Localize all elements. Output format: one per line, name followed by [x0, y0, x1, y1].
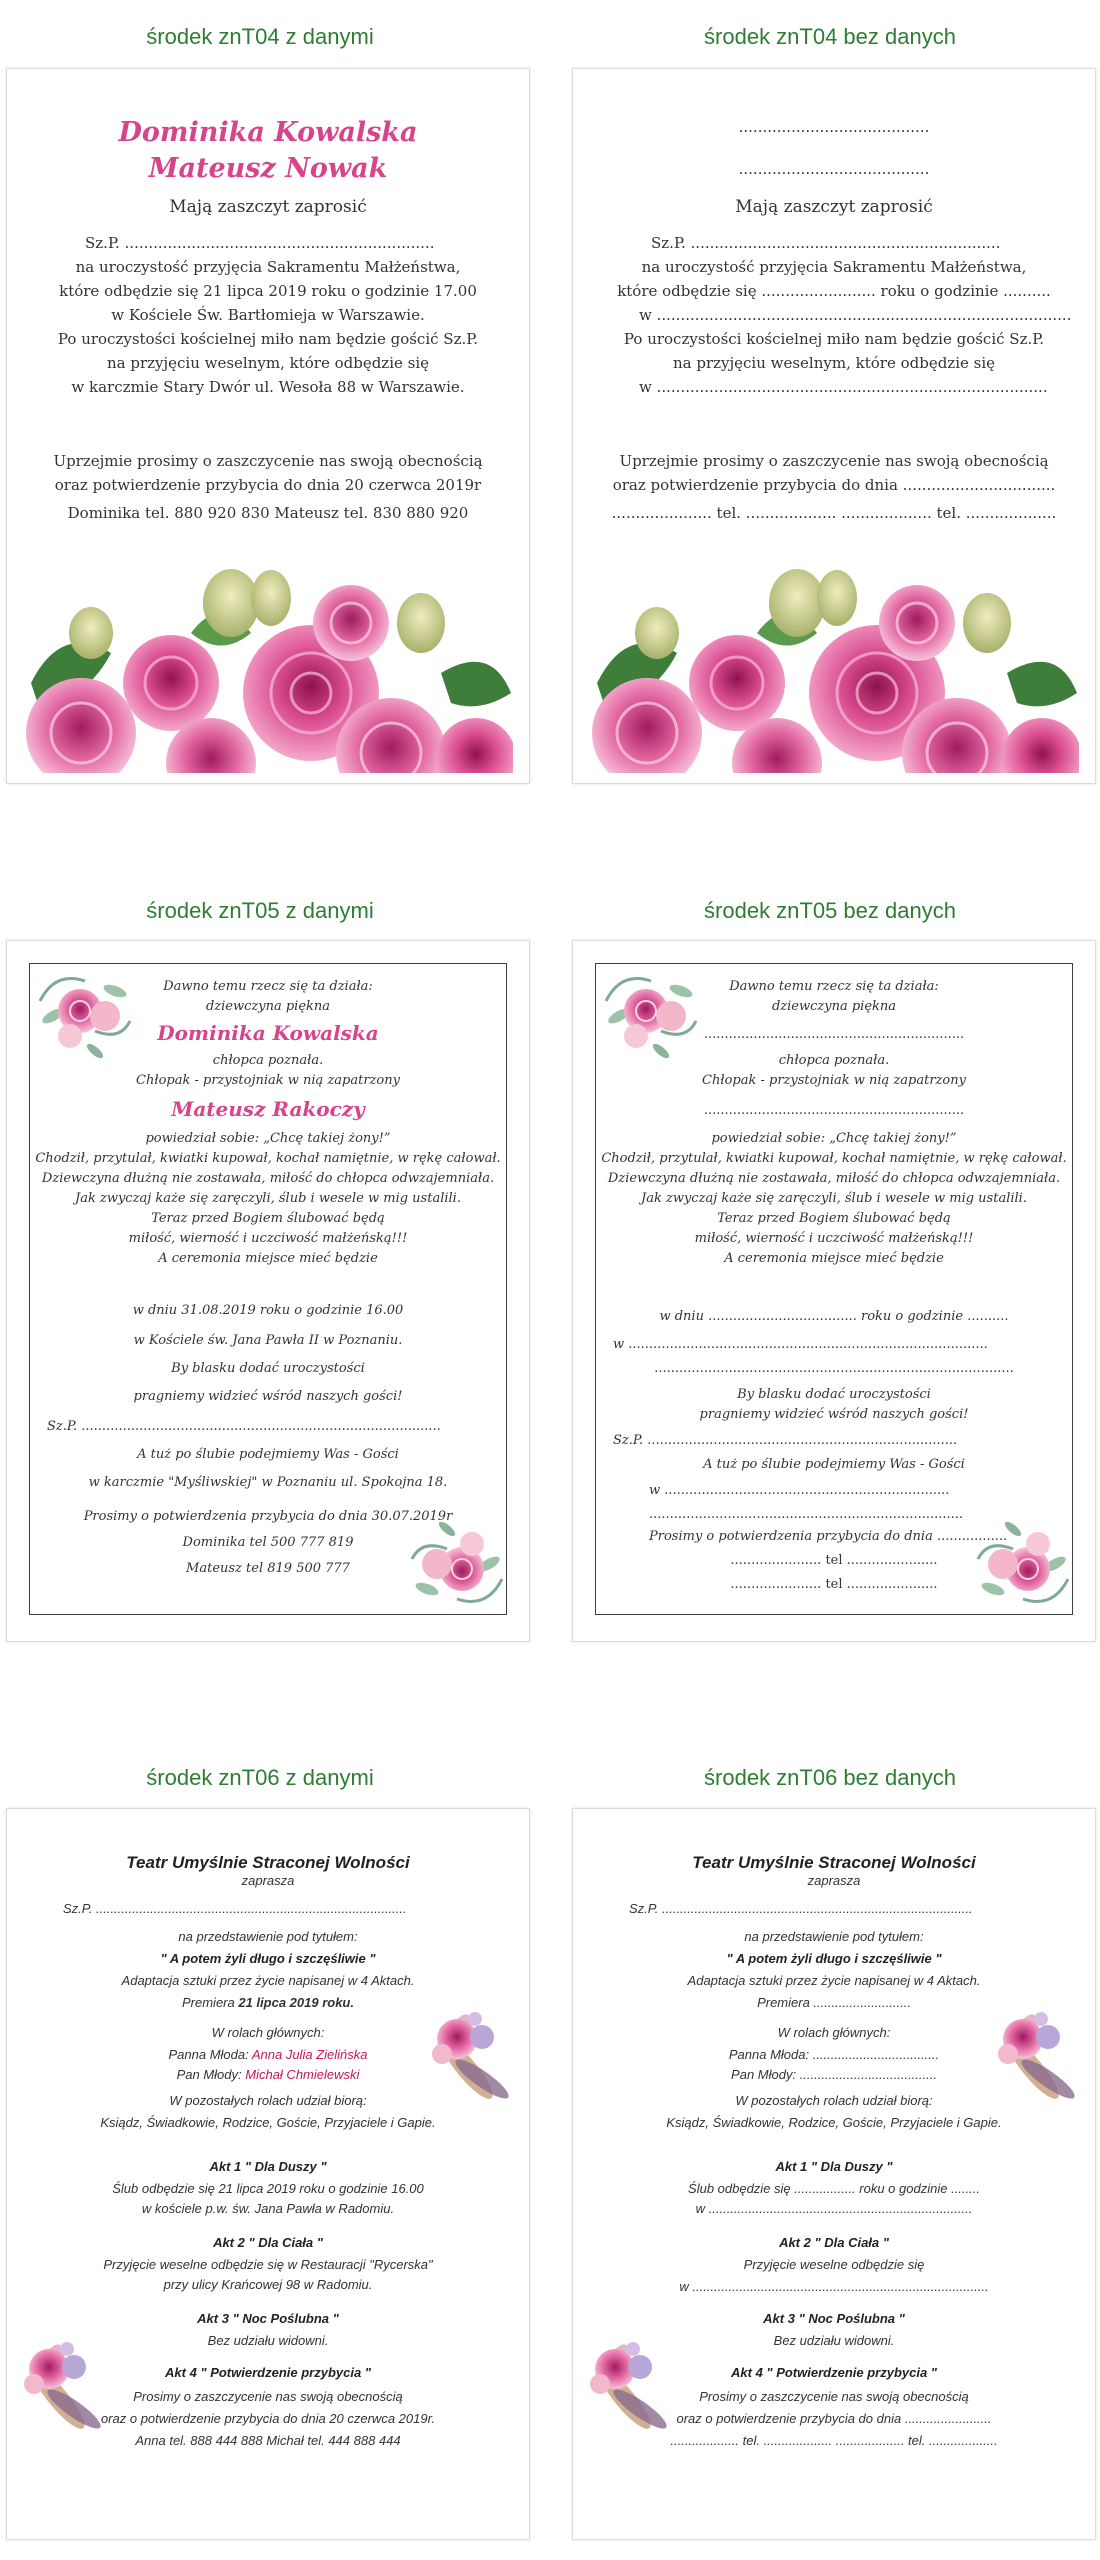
premiere-label: Premiera — [182, 1995, 239, 2010]
venue-line: w ..................................................................... — [649, 1483, 950, 1498]
text-line: Dawno temu rzecz się ta działa: — [729, 979, 939, 994]
date-line: w dniu .................................... roku o godzinie .......... — [659, 1309, 1009, 1324]
guest-line: Sz.P. ...................................................................................... — [629, 1901, 973, 1916]
text-line: Dawno temu rzecz się ta działa: — [163, 979, 373, 994]
card-t04-data — [6, 68, 530, 784]
text-line: Po uroczystości kościelnej miło nam będzie gościć Sz.P. — [623, 330, 1045, 348]
text-line: dziewczyna piękna — [205, 999, 331, 1014]
text-line: Ksiądz, Świadkowie, Rodzice, Goście, Przyjaciele i Gapie. — [666, 2115, 1002, 2130]
text-line: Adaptacja sztuki przez życie napisanej w 4 Aktach. — [687, 1973, 981, 1988]
contact-line: ...................... tel ...................... — [730, 1553, 938, 1568]
text-line: Teraz przed Bogiem ślubować będą — [717, 1211, 951, 1226]
honor-line: Mają zaszczyt zaprosić — [735, 197, 933, 217]
heading-t04-data: środek znT04 z danymi — [146, 24, 374, 49]
text-line: miłość, wierność i uczciwość małżeńską!!! — [128, 1231, 408, 1246]
text-line: Chodził, przytulał, kwiatki kupował, kochał namiętnie, w rękę całował. — [35, 1151, 501, 1166]
text-line: na uroczystość przyjęcia Sakramentu Małżeństwa, — [75, 258, 461, 276]
place-line: w Kościele św. Jana Pawła II w Poznaniu. — [133, 1333, 403, 1348]
act-heading: Akt 2 " Dla Ciała " — [779, 2235, 889, 2250]
text-line: Ksiądz, Świadkowie, Rodzice, Goście, Przyjaciele i Gapie. — [100, 2115, 436, 2130]
name-groom: Mateusz Rakoczy — [171, 1097, 365, 1121]
text-line: By blasku dodać uroczystości — [171, 1361, 365, 1376]
groom-line: Pan Młody: ...................................... — [731, 2067, 937, 2082]
guest-line: Sz.P. ................................................................. — [651, 234, 1001, 252]
text-line: oraz potwierdzenie przybycia do dnia ................................ — [612, 476, 1056, 494]
text-line: w kościele p.w. św. Jana Pawła w Radomiu. — [141, 2201, 395, 2216]
rose-border-image — [587, 563, 1079, 773]
text-line: Przyjęcie weselne odbędzie się w Restauracji "Rycerska" — [103, 2257, 433, 2272]
text-line: powiedział sobie: „Chcę takiej żony!” — [711, 1131, 957, 1146]
play-title: " A potem żyli długo i szczęśliwie " — [726, 1951, 942, 1966]
name-bride-blank: ............................................................... — [703, 1027, 965, 1042]
text-line: powiedział sobie: „Chcę takiej żony!” — [145, 1131, 391, 1146]
text-line: Chłopak - przystojniak w nią zapatrzony — [702, 1073, 966, 1088]
text-line: A ceremonia miejsce mieć będzie — [158, 1251, 378, 1266]
text-line: Bez udziału widowni. — [773, 2333, 895, 2348]
card-t06-data — [6, 1808, 530, 2540]
text-line: pragniemy widzieć wśród naszych gości! — [133, 1389, 403, 1404]
guest-line: Sz.P. ...................................................................................... — [63, 1901, 407, 1916]
rsvp-line: Prosimy o potwierdzenia przybycia do dnia 30.07.2019r — [83, 1509, 453, 1524]
heading-t06-data: środek znT06 z danymi — [146, 1765, 374, 1790]
contact-line: Mateusz tel 819 500 777 — [186, 1561, 350, 1576]
text-line: Prosimy o zaszczycenie nas swoją obecnością — [699, 2389, 969, 2404]
place-line-2: ....................................................................................... — [654, 1361, 1014, 1376]
text-line: na uroczystość przyjęcia Sakramentu Małżeństwa, — [641, 258, 1027, 276]
heading-t05-blank: środek znT05 bez danych — [704, 898, 956, 923]
text-line: By blasku dodać uroczystości — [737, 1387, 931, 1402]
text-line: Jak zwyczaj każe się zaręczyli, ślub i wesele w mig ustalili. — [75, 1191, 461, 1206]
venue-line-2: ............................................................................ — [649, 1507, 964, 1522]
heading-t06-blank: środek znT06 bez danych — [704, 1765, 956, 1790]
bride-label: Panna Młoda: — [168, 2047, 252, 2062]
subtitle: zaprasza — [241, 1873, 295, 1888]
theatre-title: Teatr Umyślnie Straconej Wolności — [126, 1853, 410, 1872]
text-line: W rolach głównych: — [777, 2025, 891, 2040]
name-groom-blank: ........................................ — [738, 160, 930, 178]
text-line: Uprzejmie prosimy o zaszczycenie nas swoją obecnością — [53, 452, 483, 470]
text-line: Teraz przed Bogiem ślubować będą — [151, 1211, 385, 1226]
guest-line: Sz.P. ........................................................................... — [613, 1433, 958, 1448]
text-line: na przyjęciu weselnym, które odbędzie się — [672, 354, 996, 372]
text-line: na przedstawienie pod tytułem: — [744, 1929, 924, 1944]
text-line: A tuż po ślubie podejmiemy Was - Gości — [137, 1447, 399, 1462]
text-line: A ceremonia miejsce mieć będzie — [724, 1251, 944, 1266]
rsvp-line: oraz o potwierdzenie przybycia do dnia ........................ — [676, 2411, 992, 2426]
name-bride: Dominika Kowalska — [118, 117, 418, 148]
subtitle: zaprasza — [807, 1873, 861, 1888]
text-line: które odbędzie się 21 lipca 2019 roku o godzinie 17.00 — [59, 282, 477, 300]
text-line: w karczmie Stary Dwór ul. Wesoła 88 w Warszawie. — [71, 378, 465, 396]
text-line: Chodził, przytulał, kwiatki kupował, kochał namiętnie, w rękę całował. — [601, 1151, 1067, 1166]
contact-line: ...................... tel ...................... — [730, 1577, 938, 1592]
act-heading: Akt 3 " Noc Poślubna " — [763, 2311, 905, 2326]
text-line: Dziewczyna dłużną nie zostawała, miłość do chłopca odwzajemniała. — [41, 1171, 495, 1186]
text-line: na przyjęciu weselnym, które odbędzie się — [106, 354, 430, 372]
bride-line — [7, 2047, 529, 2062]
act-heading: Akt 3 " Noc Poślubna " — [197, 2311, 339, 2326]
text-line: Adaptacja sztuki przez życie napisanej w 4 Aktach. — [121, 1973, 415, 1988]
contact-line: ................... tel. ................... ................... tel. ................... — [670, 2433, 998, 2448]
text-line: W rolach głównych: — [211, 2025, 325, 2040]
text-line: pragniemy widzieć wśród naszych gości! — [699, 1407, 969, 1422]
text-line: chłopca poznała. — [212, 1053, 324, 1068]
text-line: Chłopak - przystojniak w nią zapatrzony — [136, 1073, 400, 1088]
name-bride-blank: ........................................ — [738, 118, 930, 136]
text-line: na przedstawienie pod tytułem: — [178, 1929, 358, 1944]
text-line: miłość, wierność i uczciwość małżeńską!!! — [694, 1231, 974, 1246]
theatre-title: Teatr Umyślnie Straconej Wolności — [692, 1853, 976, 1872]
text-line: Ślub odbędzie się ................. roku o godzinie ........ — [688, 2181, 980, 2196]
rsvp-line: oraz o potwierdzenie przybycia do dnia 20 czerwca 2019r. — [100, 2411, 436, 2426]
text-line: W pozostałych rolach udział biorą: — [735, 2093, 933, 2108]
text-line: Jak zwyczaj każe się zaręczyli, ślub i wesele w mig ustalili. — [641, 1191, 1027, 1206]
text-line: chłopca poznała. — [778, 1053, 890, 1068]
act-heading: Akt 4 " Potwierdzenie przybycia " — [165, 2365, 371, 2380]
groom-name: Michał Chmielewski — [245, 2067, 360, 2082]
text-line: Przyjęcie weselne odbędzie się — [743, 2257, 925, 2272]
card-t05-data — [6, 940, 530, 1642]
text-line: w Kościele Św. Bartłomieja w Warszawie. — [111, 306, 425, 324]
guest-line: Sz.P. ....................................................................................... — [47, 1419, 441, 1434]
contact-line: ..................... tel. ................... ................... tel. ................... — [611, 504, 1057, 522]
text-line: w .................................................................................. — [639, 378, 1048, 396]
premiere-line: Premiera ........................... — [757, 1995, 911, 2010]
premiere-date: 21 lipca 2019 roku. — [238, 1995, 354, 2010]
text-line: Po uroczystości kościelnej miło nam będzie gościć Sz.P. — [57, 330, 479, 348]
honor-line: Mają zaszczyt zaprosić — [169, 197, 367, 217]
text-line: Prosimy o zaszczycenie nas swoją obecnością — [133, 2389, 403, 2404]
name-groom: Mateusz Nowak — [148, 153, 388, 184]
play-title: " A potem żyli długo i szczęśliwie " — [160, 1951, 376, 1966]
card-t05-blank — [572, 940, 1096, 1642]
text-line: w ......................................................................... — [695, 2201, 973, 2216]
bride-line: Panna Młoda: ................................... — [728, 2047, 940, 2062]
venue-line: w karczmie "Myśliwskiej" w Poznaniu ul. Spokojna 18. — [88, 1475, 448, 1490]
act-heading: Akt 2 " Dla Ciała " — [213, 2235, 323, 2250]
text-line: W pozostałych rolach udział biorą: — [169, 2093, 367, 2108]
act-heading: Akt 1 " Dla Duszy " — [775, 2159, 893, 2174]
bride-name: Anna Julia Zielińska — [251, 2047, 368, 2062]
text-line: Ślub odbędzie się 21 lipca 2019 roku o godzinie 16.00 — [112, 2181, 424, 2196]
rose-border-image — [21, 563, 513, 773]
text-line: Uprzejmie prosimy o zaszczycenie nas swoją obecnością — [619, 452, 1049, 470]
text-line: w .................................................................................. — [679, 2279, 989, 2294]
contact-line: Dominika tel 500 777 819 — [182, 1535, 354, 1550]
text-line: Dziewczyna dłużną nie zostawała, miłość do chłopca odwzajemniała. — [607, 1171, 1061, 1186]
name-groom-blank: ............................................................... — [703, 1103, 965, 1118]
guest-line: Sz.P. ................................................................. — [85, 234, 435, 252]
act-heading: Akt 4 " Potwierdzenie przybycia " — [731, 2365, 937, 2380]
act-heading: Akt 1 " Dla Duszy " — [209, 2159, 327, 2174]
card-t06-blank — [572, 1808, 1096, 2540]
text-line: Bez udziału widowni. — [207, 2333, 329, 2348]
text-line: które odbędzie się ........................ roku o godzinie .......... — [617, 282, 1051, 300]
text-line: przy ulicy Krańcowej 98 w Radomiu. — [163, 2277, 373, 2292]
text-line: A tuż po ślubie podejmiemy Was - Gości — [703, 1457, 965, 1472]
heading-t04-blank: środek znT04 bez danych — [704, 24, 956, 49]
groom-label: Pan Młody: — [176, 2067, 246, 2082]
card-t04-blank — [572, 68, 1096, 784]
text-line: dziewczyna piękna — [771, 999, 897, 1014]
groom-line — [7, 2067, 529, 2082]
text-line: oraz potwierdzenie przybycia do dnia 20 czerwca 2019r — [54, 476, 482, 494]
name-bride: Dominika Kowalska — [157, 1021, 379, 1045]
contact-line: Anna tel. 888 444 888 Michał tel. 444 888 444 — [135, 2433, 401, 2448]
rsvp-line: Prosimy o potwierdzenia przybycia do dnia ................. — [649, 1529, 1008, 1544]
date-line: w dniu 31.08.2019 roku o godzinie 16.00 — [132, 1303, 404, 1318]
contact-line: Dominika tel. 880 920 830 Mateusz tel. 830 880 920 — [67, 504, 469, 522]
text-line: w ....................................................................................... — [639, 306, 1072, 324]
premiere-line — [7, 1995, 529, 2010]
heading-t05-data: środek znT05 z danymi — [146, 898, 374, 923]
place-line: w ....................................................................................... — [613, 1337, 988, 1352]
